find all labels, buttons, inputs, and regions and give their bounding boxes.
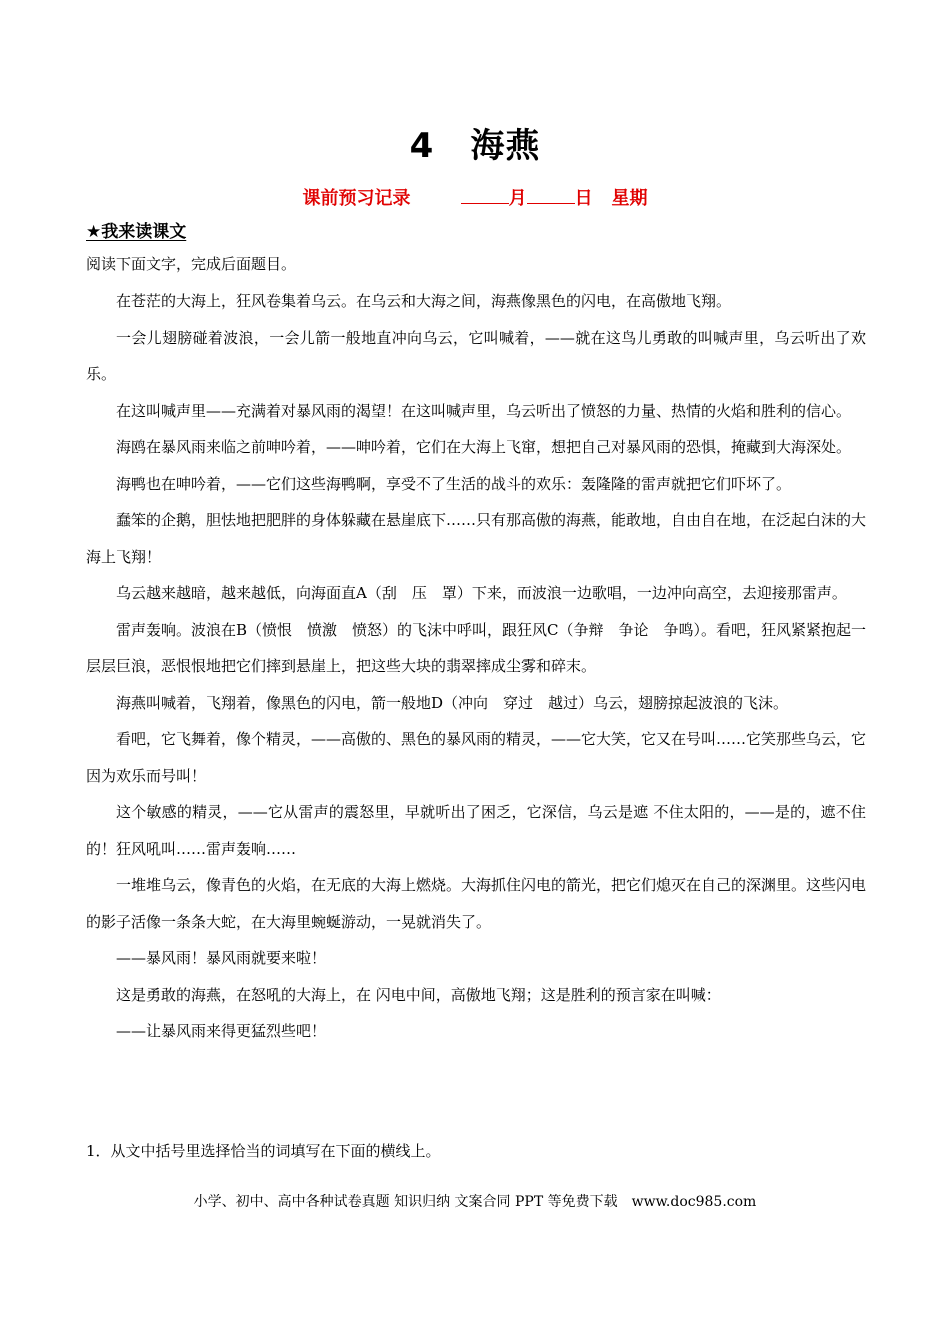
month-label: 月 (508, 188, 527, 209)
paragraph: 在这叫喊声里——充满着对暴风雨的渴望！在这叫喊声里，乌云听出了愤怒的力量、热情的火焰和胜利的信心。 (116, 401, 852, 420)
page-footer: 小学、初中、高中各种试卷真题 知识归纳 文案合同 PPT 等免费下载 www.doc985.com (193, 1194, 757, 1210)
day-blank[interactable] (527, 187, 575, 204)
paragraph: 一会儿翅膀碰着波浪，一会儿箭一般地直冲向乌云，它叫喊着，——就在这鸟儿勇敢的叫喊声里，乌云听出了欢乐。 (86, 328, 866, 383)
paragraph: 雷声轰响。波浪在B（愤恨 愤激 愤怒）的飞沫中呼叫，跟狂风C（争辩 争论 争鸣）。看吧，狂风紧紧抱起一层层巨浪，恶恨恨地把它们摔到悬崖上，把这些大块的翡翠摔成尘雾和碎末。 (86, 620, 867, 675)
paragraph: 一堆堆乌云，像青色的火焰，在无底的大海上燃烧。大海抓住闪电的箭光，把它们熄灭在自己的深渊里。这些闪电的影子活像一条条大蛇，在大海里蜿蜒游动，一晃就消失了。 (86, 876, 867, 931)
paragraph: ——暴风雨！暴风雨就要来啦！ (116, 949, 327, 967)
month-blank[interactable] (461, 187, 509, 204)
lesson-name: 海燕 (470, 126, 541, 166)
weekday-label: 星期 (611, 188, 648, 209)
lesson-title (0, 118, 950, 167)
paragraph: 这是勇敢的海燕，在怒吼的大海上，在 闪电中间，高傲地飞翔；这是胜利的预言家在叫喊： (116, 985, 721, 1004)
paragraph: 看吧，它飞舞着，像个精灵，——高傲的、黑色的暴风雨的精灵，——它大笑，它又在号叫……它笑那些乌云，它因为欢乐而号叫！ (86, 730, 867, 785)
section-heading: ★我来读课文 (86, 222, 187, 242)
record-label: 课前预习记录 (302, 188, 411, 209)
lesson-number: 4 (409, 126, 435, 166)
paragraph: 这个敏感的精灵，——它从雷声的震怒里，早就听出了困乏，它深信，乌云是遮 不住太阳的，——是的，遮不住的！狂风吼叫……雷声轰响…… (86, 803, 866, 858)
reading-passage (86, 283, 866, 1050)
paragraph: ——让暴风雨来得更猛烈些吧！ (116, 1022, 327, 1040)
paragraph: 海燕叫喊着，飞翔着，像黑色的闪电，箭一般地D（冲向 穿过 越过）乌云，翅膀掠起波浪的飞沫。 (116, 693, 789, 712)
paragraph: 在苍茫的大海上，狂风卷集着乌云。在乌云和大海之间，海燕像黑色的闪电，在高傲地飞翔。 (116, 292, 732, 310)
question-1: 1．从文中括号里选择恰当的词填写在下面的横线上。 (86, 1142, 441, 1160)
paragraph: 蠢笨的企鹅，胆怯地把肥胖的身体躲藏在悬崖底下……只有那高傲的海燕，能敢地，自由自在地，在泛起白沫的大海上飞翔！ (86, 511, 867, 566)
preview-record-line (0, 184, 950, 210)
paragraph: 乌云越来越暗，越来越低，向海面直A（刮 压 罩）下来，而波浪一边歌唱，一边冲向高空，去迎接那雷声。 (116, 584, 847, 602)
reading-instruction: 阅读下面文字，完成后面题目。 (86, 255, 297, 273)
day-label: 日 (574, 188, 593, 209)
paragraph: 海鸥在暴风雨来临之前呻吟着，——呻吟着，它们在大海上飞窜，想把自己对暴风雨的恐惧，掩藏到大海深处。 (116, 438, 852, 456)
paragraph: 海鸭也在呻吟着，——它们这些海鸭啊，享受不了生活的战斗的欢乐：轰隆隆的雷声就把它们吓坏了。 (116, 474, 792, 493)
